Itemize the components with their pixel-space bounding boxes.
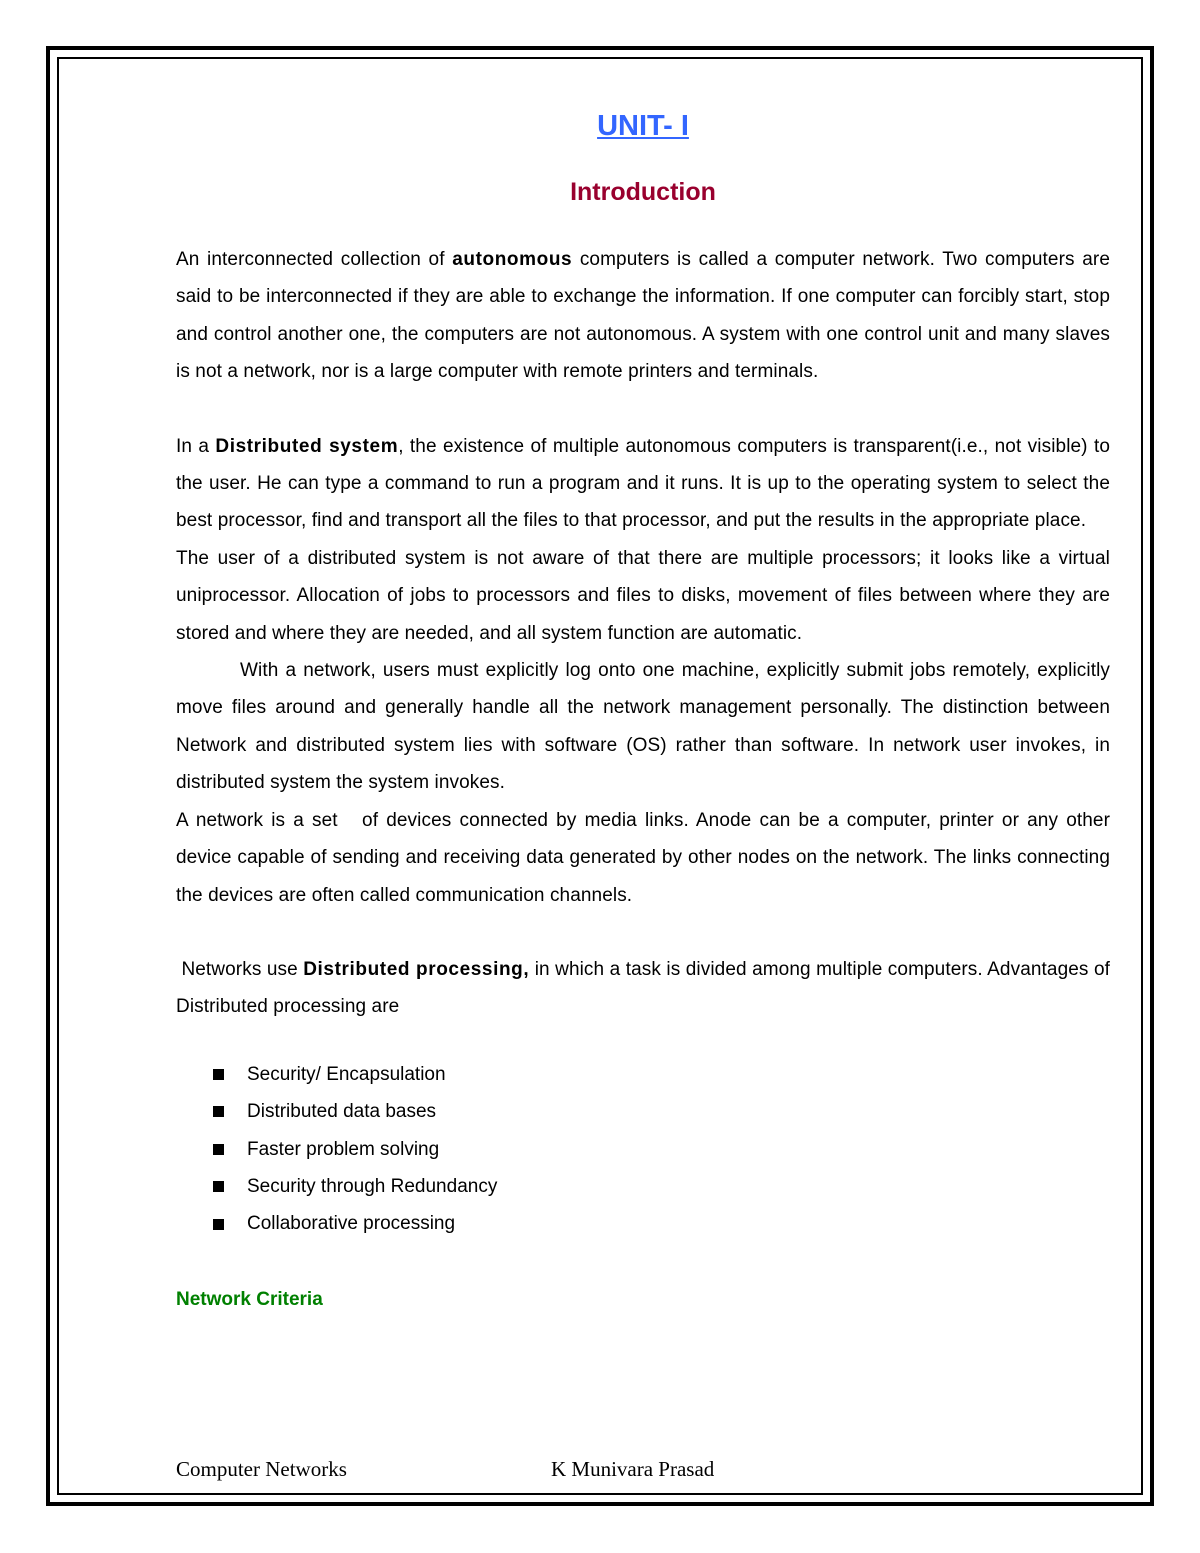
list-item — [176, 1168, 1110, 1205]
footer-right: K Munivara Prasad — [551, 1457, 715, 1481]
square-bullet-icon — [213, 1219, 224, 1230]
paragraph-text: In a — [176, 435, 216, 457]
paragraph-distributed-processing — [176, 951, 1116, 1026]
list-item-label: Distributed data bases — [247, 1101, 437, 1123]
paragraph-network-set: A network is a set of devices connected by media links. Anode can be a computer, printer or any other device capable of sending and receiving data generated by other nodes on the network. The links connecting the devices are often called communication channels. — [176, 809, 1116, 906]
paragraph-distributed-system — [176, 428, 1110, 540]
emphasis-autonomous: autonomous — [452, 249, 573, 270]
list-item-label: Collaborative processing — [247, 1213, 456, 1235]
footer-left: Computer Networks — [176, 1457, 347, 1481]
list-item — [176, 1205, 1110, 1242]
paragraph-text: Networks use — [176, 958, 304, 980]
list-item — [176, 1093, 1110, 1130]
unit-title: UNIT- I — [597, 110, 689, 142]
paragraph-network-definition — [176, 241, 1110, 391]
list-item-label: Faster problem solving — [247, 1138, 440, 1160]
page-content — [176, 100, 1116, 1315]
list-item-label: Security/ Encapsulation — [247, 1063, 446, 1085]
section-heading: Introduction — [570, 178, 716, 206]
square-bullet-icon — [213, 1069, 224, 1080]
advantages-list — [176, 1056, 1110, 1243]
paragraph-text: An interconnected collection of — [176, 249, 453, 270]
paragraph-text: in which a task is divided among multiple computers. Advantages of Distributed processing are — [176, 958, 1116, 1018]
paragraph-text: computers is called a computer network. Two computers are said to be interconnected if they are able to exchange the information. If one computer can forcibly start, stop and control another one, the computers are not autonomous. A system with one control unit and many slaves is not a network, nor is a large computer with remote printers and terminals. — [176, 249, 1110, 383]
emphasis-distributed-system: Distributed system — [215, 435, 399, 457]
list-item — [176, 1131, 1110, 1168]
paragraph-gap — [176, 914, 1110, 951]
paragraph-user-awareness: The user of a distributed system is not aware of that there are multiple processors; it looks like a virtual uniprocessor. Allocation of jobs to processors and files to disks, movement of files between where they are stored and where they are needed, and all system function are automatic. — [176, 547, 1110, 644]
subheading-network-criteria: Network Criteria — [176, 1288, 323, 1310]
square-bullet-icon — [213, 1144, 224, 1155]
emphasis-distributed-processing: Distributed processing, — [303, 958, 530, 980]
list-item-label: Security through Redundancy — [247, 1175, 498, 1197]
square-bullet-icon — [213, 1181, 224, 1192]
paragraph-text: , the existence of multiple autonomous computers is transparent(i.e., not visible) to the user. He can type a command to run a program and it runs. It is up to the operating system to select the best processor, find and transport all the files to that processor, and put the results in the appropriate place. — [176, 435, 1110, 532]
square-bullet-icon — [213, 1106, 224, 1117]
list-item — [176, 1056, 1110, 1093]
paragraph-gap — [176, 391, 1110, 428]
paragraph-network-vs-distributed: With a network, users must explicitly log onto one machine, explicitly submit jobs remotely, explicitly move files around and generally handle all the network management personally. The distinction between Network and distributed system lies with software (OS) rather than software. In network user invokes, in distributed system the system invokes. — [176, 660, 1110, 794]
